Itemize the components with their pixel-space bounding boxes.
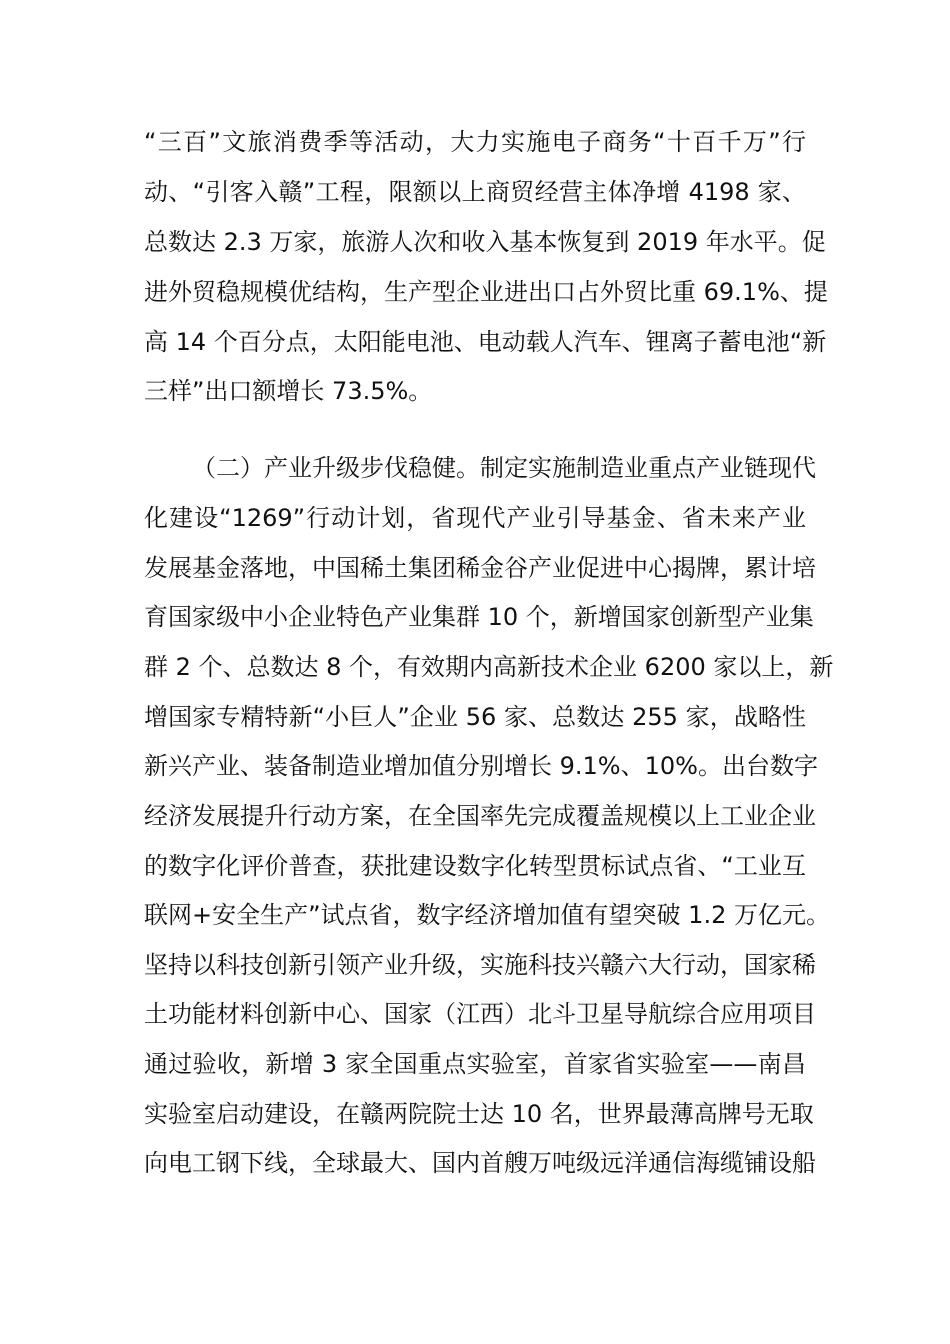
paragraph-line: 育国家级中小企业特色产业集群 10 个，新增国家创新型产业集	[144, 603, 814, 631]
paragraph-line: 群 2 个、总数达 8 个，有效期内高新技术企业 6200 家以上，新	[144, 653, 834, 681]
paragraph-line: 的数字化评价普查，获批建设数字化转型贯标试点省、“工业互	[144, 852, 806, 880]
paragraph-line: 实验室启动建设，在赣两院院士达 10 名，世界最薄高牌号无取	[144, 1100, 814, 1128]
paragraph-line: 联网+安全生产”试点省，数字经济增加值有望突破 1.2 万亿元。	[144, 901, 830, 929]
paragraph-line: 坚持以科技创新引领产业升级，实施科技兴赣六大行动，国家稀	[144, 951, 816, 979]
paragraph-line: 发展基金落地，中国稀土集团稀金谷产业促进中心揭牌，累计培	[144, 554, 816, 582]
paragraph-line: 化建设“1269”行动计划，省现代产业引导基金、省未来产业	[144, 504, 806, 532]
paragraph-line: 向电工钢下线，全球最大、国内首艘万吨级远洋通信海缆铺设船	[144, 1149, 816, 1177]
paragraph-line: 总数达 2.3 万家，旅游人次和收入基本恢复到 2019 年水平。促	[144, 228, 826, 256]
paragraph-line: 三样”出口额增长 73.5%。	[144, 377, 433, 405]
paragraph-line: 高 14 个百分点，太阳能电池、电动载人汽车、锂离子蓄电池“新	[144, 328, 827, 356]
paragraph-line: 新兴产业、装备制造业增加值分别增长 9.1%、10%。出台数字	[144, 752, 818, 780]
paragraph-line: 进外贸稳规模优结构，生产型企业进出口占外贸比重 69.1%、提	[144, 278, 828, 306]
paragraph-line: 增国家专精特新“小巨人”企业 56 家、总数达 255 家，战略性	[144, 703, 806, 731]
paragraph-line: 土功能材料创新中心、国家（江西）北斗卫星导航综合应用项目	[144, 1000, 816, 1028]
paragraph-line: 动、“引客入赣”工程，限额以上商贸经营主体净增 4198 家、	[144, 178, 806, 206]
paragraph-line: “三百”文旅消费季等活动，大力实施电子商务“十百千万”行	[144, 128, 806, 156]
paragraph-line: 通过验收，新增 3 家全国重点实验室，首家省实验室——南昌	[144, 1050, 806, 1078]
paragraph-line: （二）产业升级步伐稳健。制定实施制造业重点产业链现代	[192, 454, 816, 482]
paragraph-line: 经济发展提升行动方案，在全国率先完成覆盖规模以上工业企业	[144, 802, 816, 830]
